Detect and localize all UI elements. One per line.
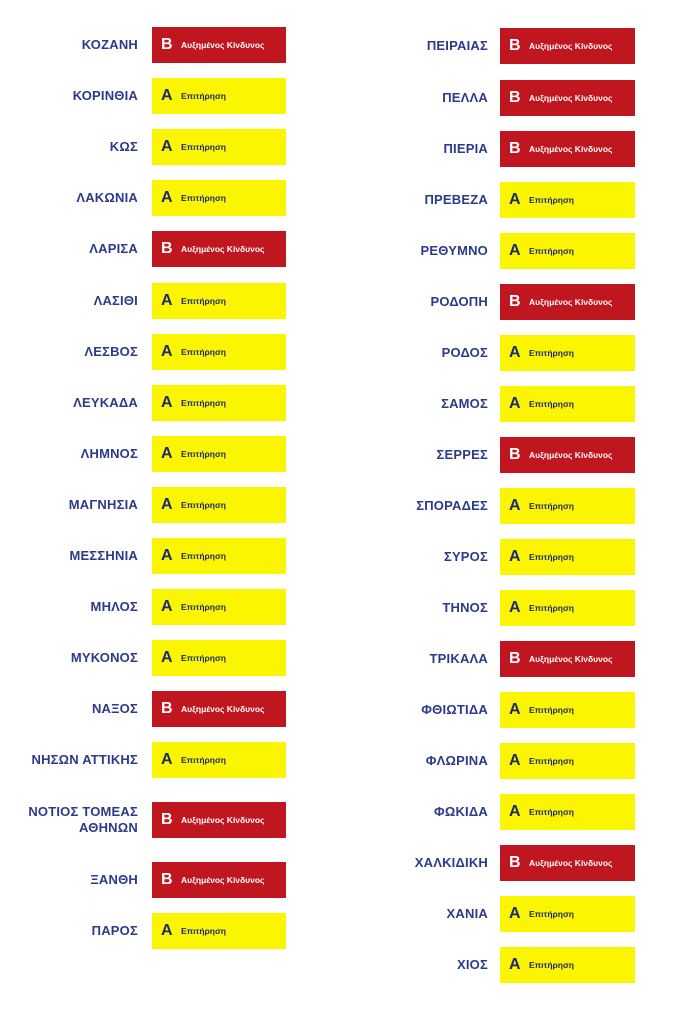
region-name: ΛΑΡΙΣΑ	[89, 241, 138, 256]
risk-level-badge	[152, 180, 286, 216]
risk-level-letter: Α	[161, 292, 173, 309]
risk-level-badge	[500, 335, 635, 371]
risk-level-badge	[152, 862, 286, 898]
region-row	[0, 691, 350, 727]
risk-level-letter: Β	[509, 446, 521, 463]
region-name: ΜΥΚΟΝΟΣ	[70, 650, 138, 665]
risk-level-label: Αυξημένος Κίνδυνος	[181, 244, 265, 254]
risk-level-badge	[152, 385, 286, 421]
region-row	[350, 437, 700, 473]
risk-level-letter: Β	[161, 871, 173, 888]
risk-level-badge	[500, 692, 635, 728]
region-row	[350, 386, 700, 422]
risk-level-badge	[152, 742, 286, 778]
region-name: ΣΥΡΟΣ	[443, 549, 488, 564]
region-name: ΛΑΚΩΝΙΑ	[76, 190, 138, 205]
risk-level-label: Επιτήρηση	[181, 398, 226, 408]
risk-level-label: Αυξημένος Κίνδυνος	[181, 815, 265, 825]
region-name: ΛΗΜΝΟΣ	[80, 446, 138, 461]
region-name: ΠΙΕΡΙΑ	[443, 141, 488, 156]
region-name: ΧΑΛΚΙΔΙΚΗ	[414, 855, 488, 870]
risk-level-letter: Α	[161, 87, 173, 104]
region-row	[350, 80, 700, 116]
risk-level-label: Επιτήρηση	[181, 653, 226, 663]
region-name: ΧΙΟΣ	[457, 957, 488, 972]
region-name: ΝΟΤΙΟΣ ΤΟΜΕΑΣ ΑΘΗΝΩΝ	[28, 804, 138, 835]
region-row	[350, 488, 700, 524]
region-row	[350, 233, 700, 269]
risk-level-letter: Β	[509, 854, 521, 871]
region-name: ΧΑΝΙΑ	[446, 906, 488, 921]
risk-level-label: Αυξημένος Κίνδυνος	[181, 40, 265, 50]
region-row	[0, 436, 350, 472]
risk-level-label: Επιτήρηση	[529, 246, 574, 256]
region-row	[350, 896, 700, 932]
risk-level-badge	[152, 487, 286, 523]
risk-level-letter: Α	[509, 701, 521, 718]
risk-level-label: Επιτήρηση	[181, 142, 226, 152]
region-row	[350, 284, 700, 320]
region-name: ΜΑΓΝΗΣΙΑ	[68, 497, 138, 512]
region-name: ΞΑΝΘΗ	[90, 872, 138, 887]
region-name: ΚΩΣ	[109, 139, 138, 154]
risk-level-label: Επιτήρηση	[529, 960, 574, 970]
region-row	[0, 802, 350, 838]
risk-level-letter: Α	[509, 599, 521, 616]
region-name: ΚΟΡΙΝΘΙΑ	[72, 88, 138, 103]
risk-level-label: Επιτήρηση	[529, 705, 574, 715]
risk-level-badge	[500, 896, 635, 932]
risk-level-label: Επιτήρηση	[181, 926, 226, 936]
region-name: ΠΡΕΒΕΖΑ	[424, 192, 488, 207]
risk-level-label: Επιτήρηση	[181, 449, 226, 459]
region-row	[0, 283, 350, 319]
risk-level-badge	[500, 131, 635, 167]
region-name: ΝΑΞΟΣ	[91, 701, 138, 716]
risk-level-badge	[500, 539, 635, 575]
region-row	[350, 182, 700, 218]
risk-level-label: Επιτήρηση	[529, 195, 574, 205]
region-name: ΠΕΛΛΑ	[442, 90, 488, 105]
risk-level-label: Αυξημένος Κίνδυνος	[529, 297, 613, 307]
region-name: ΣΕΡΡΕΣ	[436, 447, 488, 462]
risk-level-letter: Β	[509, 89, 521, 106]
risk-level-label: Αυξημένος Κίνδυνος	[529, 41, 613, 51]
risk-level-letter: Β	[509, 293, 521, 310]
risk-level-label: Αυξημένος Κίνδυνος	[181, 875, 265, 885]
risk-level-letter: Β	[509, 650, 521, 667]
risk-level-letter: Α	[509, 956, 521, 973]
risk-level-badge	[500, 794, 635, 830]
risk-level-badge	[500, 488, 635, 524]
region-row	[0, 231, 350, 267]
risk-level-label: Αυξημένος Κίνδυνος	[529, 144, 613, 154]
risk-level-badge	[152, 231, 286, 267]
risk-level-badge	[500, 182, 635, 218]
risk-level-letter: Α	[509, 548, 521, 565]
right-region-column	[350, 0, 700, 1033]
region-name: ΛΕΥΚΑΔΑ	[73, 395, 138, 410]
region-row	[0, 129, 350, 165]
risk-level-letter: Α	[509, 191, 521, 208]
risk-level-label: Αυξημένος Κίνδυνος	[529, 654, 613, 664]
risk-level-label: Επιτήρηση	[181, 500, 226, 510]
region-row	[0, 862, 350, 898]
risk-level-badge	[152, 691, 286, 727]
region-name: ΤΡΙΚΑΛΑ	[429, 651, 488, 666]
region-row	[350, 743, 700, 779]
risk-level-badge	[500, 947, 635, 983]
risk-level-letter: Α	[509, 752, 521, 769]
region-row	[350, 641, 700, 677]
risk-level-letter: Α	[161, 138, 173, 155]
region-row	[350, 947, 700, 983]
risk-level-letter: Β	[161, 700, 173, 717]
risk-level-letter: Α	[509, 803, 521, 820]
risk-level-badge	[500, 845, 635, 881]
risk-level-letter: Α	[161, 598, 173, 615]
risk-level-label: Αυξημένος Κίνδυνος	[529, 858, 613, 868]
region-name: ΜΕΣΣΗΝΙΑ	[69, 548, 138, 563]
region-row	[0, 640, 350, 676]
region-row	[350, 28, 700, 64]
region-name: ΠΑΡΟΣ	[91, 923, 138, 938]
risk-level-letter: Β	[161, 36, 173, 53]
region-name: ΤΗΝΟΣ	[442, 600, 488, 615]
risk-level-label: Επιτήρηση	[181, 347, 226, 357]
region-row	[0, 538, 350, 574]
region-name: ΣΑΜΟΣ	[441, 396, 488, 411]
risk-level-letter: Β	[161, 811, 173, 828]
region-name: ΦΩΚΙΔΑ	[433, 804, 488, 819]
region-row	[350, 335, 700, 371]
risk-level-label: Επιτήρηση	[181, 551, 226, 561]
risk-level-letter: Α	[161, 189, 173, 206]
risk-level-letter: Α	[161, 394, 173, 411]
region-name: ΛΕΣΒΟΣ	[84, 344, 138, 359]
risk-level-label: Επιτήρηση	[181, 193, 226, 203]
risk-level-letter: Α	[161, 922, 173, 939]
region-row	[0, 334, 350, 370]
risk-level-label: Επιτήρηση	[181, 602, 226, 612]
region-row	[0, 385, 350, 421]
risk-level-label: Επιτήρηση	[181, 755, 226, 765]
risk-level-letter: Α	[161, 496, 173, 513]
risk-level-letter: Α	[161, 343, 173, 360]
risk-level-badge	[500, 641, 635, 677]
risk-level-badge	[500, 233, 635, 269]
risk-level-badge	[152, 640, 286, 676]
region-row	[350, 131, 700, 167]
risk-level-label: Επιτήρηση	[529, 807, 574, 817]
region-row	[0, 180, 350, 216]
region-row	[0, 913, 350, 949]
region-row	[0, 27, 350, 63]
risk-level-label: Επιτήρηση	[529, 756, 574, 766]
risk-level-label: Επιτήρηση	[529, 399, 574, 409]
risk-level-badge	[152, 538, 286, 574]
risk-level-letter: Α	[161, 649, 173, 666]
risk-level-label: Επιτήρηση	[529, 348, 574, 358]
risk-level-label: Επιτήρηση	[529, 909, 574, 919]
region-row	[350, 692, 700, 728]
risk-level-badge	[152, 27, 286, 63]
region-row	[350, 845, 700, 881]
risk-level-letter: Α	[161, 547, 173, 564]
risk-level-badge	[152, 283, 286, 319]
risk-level-badge	[500, 386, 635, 422]
risk-level-label: Αυξημένος Κίνδυνος	[181, 704, 265, 714]
risk-level-letter: Β	[509, 37, 521, 54]
region-name: ΦΛΩΡΙΝΑ	[425, 753, 488, 768]
risk-level-badge	[152, 129, 286, 165]
region-row	[350, 794, 700, 830]
risk-level-letter: Β	[161, 240, 173, 257]
risk-level-badge	[152, 589, 286, 625]
region-name: ΡΟΔΟΣ	[441, 345, 488, 360]
risk-level-letter: Α	[509, 344, 521, 361]
risk-level-badge	[500, 437, 635, 473]
region-name: ΦΘΙΩΤΙΔΑ	[421, 702, 488, 717]
risk-level-label: Αυξημένος Κίνδυνος	[529, 93, 613, 103]
region-row	[0, 487, 350, 523]
region-name: ΠΕΙΡΑΙΑΣ	[426, 38, 488, 53]
region-name: ΡΟΔΟΠΗ	[430, 294, 488, 309]
region-name: ΝΗΣΩΝ ΑΤΤΙΚΗΣ	[31, 752, 138, 767]
risk-level-badge	[152, 334, 286, 370]
risk-level-letter: Α	[509, 395, 521, 412]
risk-level-letter: Α	[509, 905, 521, 922]
region-name: ΛΑΣΙΘΙ	[93, 293, 138, 308]
region-row	[0, 78, 350, 114]
risk-level-letter: Α	[509, 497, 521, 514]
region-name: ΚΟΖΑΝΗ	[81, 37, 138, 52]
risk-level-label: Επιτήρηση	[181, 91, 226, 101]
risk-level-badge	[152, 436, 286, 472]
risk-level-badge	[500, 743, 635, 779]
region-row	[350, 539, 700, 575]
risk-level-badge	[152, 802, 286, 838]
risk-level-label: Αυξημένος Κίνδυνος	[529, 450, 613, 460]
risk-level-label: Επιτήρηση	[529, 603, 574, 613]
region-name: ΡΕΘΥΜΝΟ	[420, 243, 488, 258]
region-row	[0, 589, 350, 625]
risk-level-badge	[500, 28, 635, 64]
region-row	[350, 590, 700, 626]
region-row	[0, 742, 350, 778]
risk-level-letter: Α	[161, 445, 173, 462]
region-name: ΜΗΛΟΣ	[90, 599, 138, 614]
risk-level-badge	[152, 913, 286, 949]
risk-level-badge	[500, 590, 635, 626]
risk-level-badge	[152, 78, 286, 114]
risk-level-label: Επιτήρηση	[529, 501, 574, 511]
risk-level-letter: Α	[509, 242, 521, 259]
risk-level-badge	[500, 284, 635, 320]
region-name: ΣΠΟΡΑΔΕΣ	[416, 498, 488, 513]
risk-level-label: Επιτήρηση	[181, 296, 226, 306]
risk-level-letter: Α	[161, 751, 173, 768]
risk-level-badge	[500, 80, 635, 116]
risk-level-label: Επιτήρηση	[529, 552, 574, 562]
risk-level-letter: Β	[509, 140, 521, 157]
